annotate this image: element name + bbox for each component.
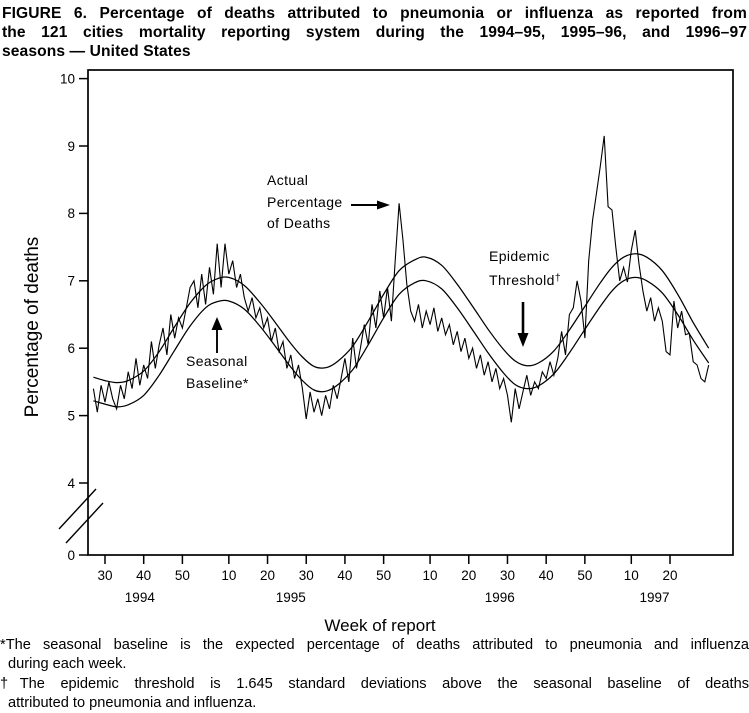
x-tick-label: 10 <box>623 568 639 583</box>
x-tick-label: 40 <box>538 568 554 583</box>
x-tick-label: 50 <box>577 568 593 583</box>
x-tick-label: 10 <box>422 568 438 583</box>
epidemic-threshold-annotation <box>489 246 561 291</box>
actual-series-annotation <box>267 170 343 235</box>
x-axis-title: Week of report <box>324 616 436 635</box>
footnote-threshold <box>0 675 749 713</box>
y-tick-label: 8 <box>67 206 75 222</box>
y-tick-label: 0 <box>67 547 75 563</box>
x-tick-label: 10 <box>221 568 237 583</box>
x-tick-label: 50 <box>174 568 190 583</box>
y-tick-label: 5 <box>67 408 75 424</box>
plot-frame <box>88 70 733 555</box>
x-year-label: 1997 <box>639 590 670 605</box>
y-axis-title: Percentage of deaths <box>22 236 43 418</box>
footnote-baseline <box>0 636 749 675</box>
footnote-text: attributed to pneumonia and influenza. <box>8 695 257 712</box>
footnote-text: The epidemic threshold is 1.645 standard deviations above the seasonal baseline of deaths <box>19 675 749 692</box>
footnotes <box>0 636 749 713</box>
y-tick-label: 4 <box>67 475 75 491</box>
dagger-marker: † <box>554 271 561 284</box>
x-tick-label: 30 <box>499 568 515 583</box>
epidemic-annotation-arrowhead <box>518 333 529 347</box>
y-axis-break-slash <box>59 489 96 529</box>
footnote-text: The seasonal baseline is the expected percentage of deaths attributed to pneumonia and influenza <box>5 637 749 653</box>
y-tick-label: 10 <box>59 71 75 87</box>
annotation-line: Percentage <box>267 193 343 210</box>
footnote-text: during each week. <box>8 656 127 673</box>
x-tick-label: 50 <box>376 568 392 583</box>
x-year-label: 1995 <box>275 590 306 605</box>
annotation-line: Seasonal <box>186 353 248 369</box>
asterisk-marker: * <box>0 637 6 653</box>
y-tick-label: 9 <box>67 138 75 154</box>
x-tick-label: 40 <box>136 568 152 583</box>
figure-title-line: seasons — United States <box>2 42 191 60</box>
x-tick-label: 20 <box>461 568 477 583</box>
annotation-line: of Deaths <box>267 215 331 231</box>
x-tick-label: 30 <box>298 568 314 583</box>
seasonal-annotation-arrowhead <box>212 317 223 330</box>
actual-annotation-arrowhead <box>377 201 390 210</box>
x-tick-label: 30 <box>97 568 113 583</box>
y-axis-break-slash <box>66 503 103 543</box>
y-tick-label: 6 <box>67 341 75 356</box>
annotation-line: Actual <box>267 172 309 188</box>
seasonal-baseline-annotation <box>186 351 249 394</box>
x-tick-label: 20 <box>662 568 678 583</box>
x-year-label: 1994 <box>124 590 155 605</box>
annotation-line: Baseline* <box>186 374 249 391</box>
figure-title-line: FIGURE 6. Percentage of deaths attributed to pneumonia or influenza as reported from <box>2 5 747 22</box>
x-tick-label: 20 <box>260 568 276 583</box>
dagger-marker: † <box>0 675 20 692</box>
annotation-text: Threshold <box>489 271 555 288</box>
annotation-line: Epidemic <box>489 248 550 264</box>
y-tick-label: 7 <box>67 273 75 289</box>
x-tick-label: 40 <box>337 568 353 583</box>
annotation-line <box>489 268 561 292</box>
x-year-label: 1996 <box>484 590 515 605</box>
figure-title-line: the 121 cities mortality reporting system during the 1994–95, 1995–96, and 1996–97 <box>2 23 747 41</box>
